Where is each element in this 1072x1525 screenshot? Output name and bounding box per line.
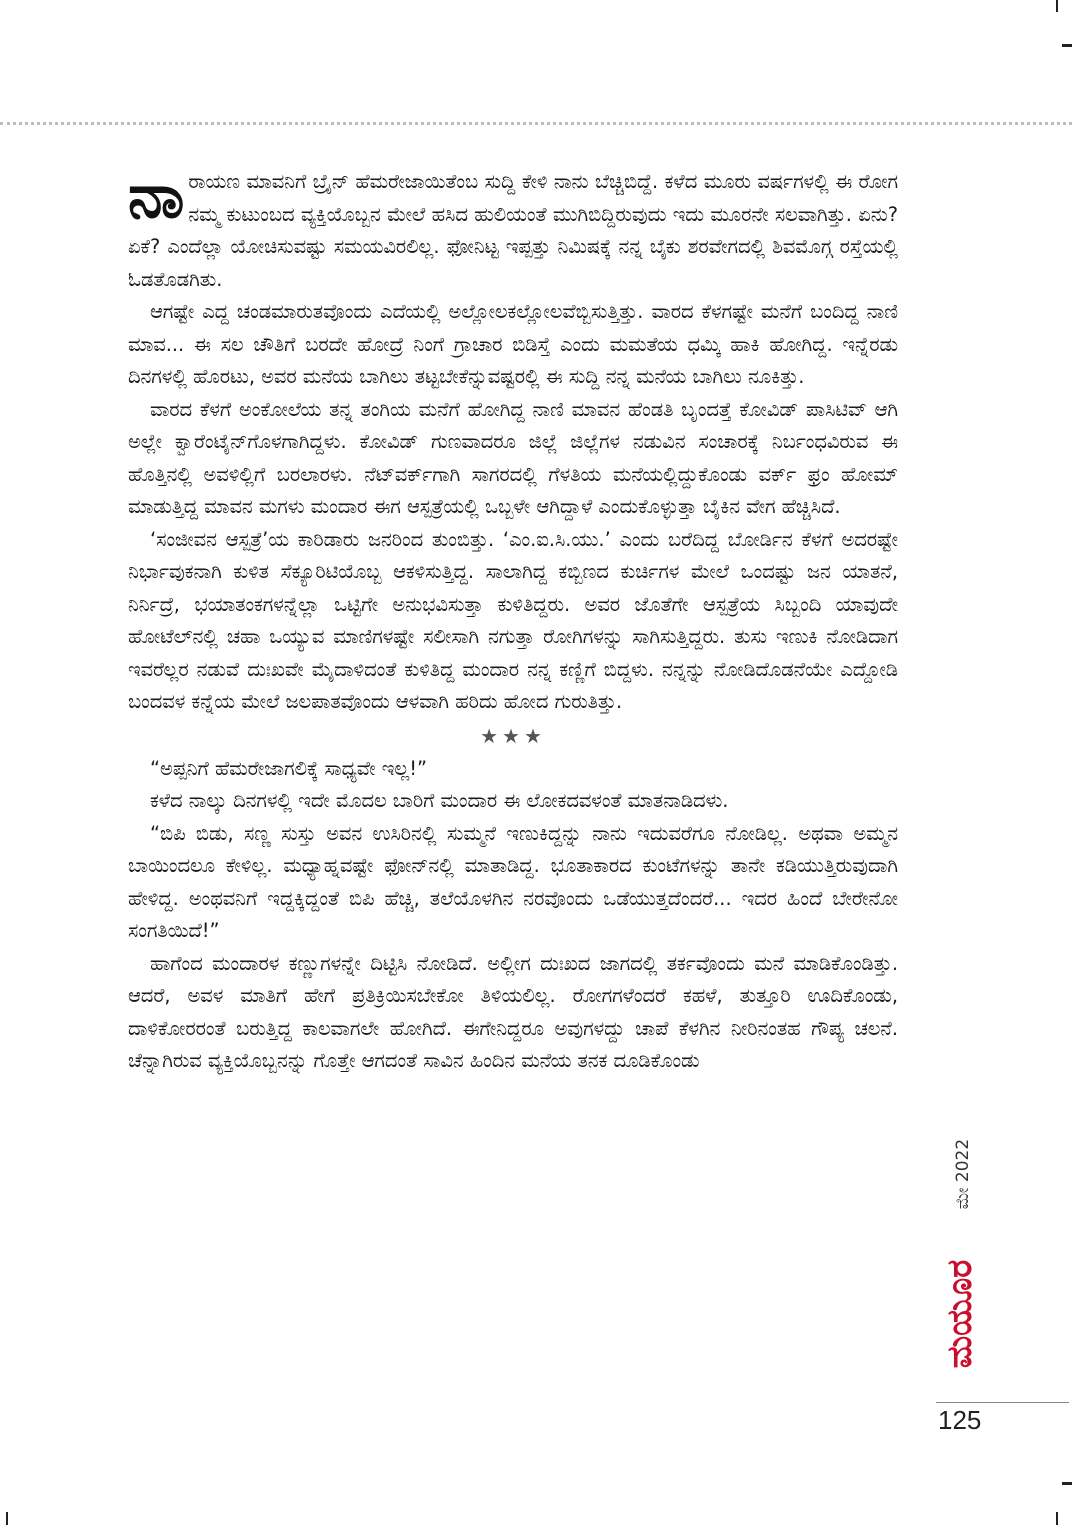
crop-mark-bottom-right xyxy=(1056,1512,1058,1525)
magazine-logo-text: ಮಯೂರ xyxy=(940,1259,980,1369)
article-body xyxy=(128,159,898,1078)
crop-mark-right-top xyxy=(1062,44,1072,47)
magazine-logo xyxy=(940,1236,980,1396)
paragraph: ಆಗಷ್ಟೇ ಎದ್ದ ಚಂಡಮಾರುತವೊಂದು ಎದೆಯಲ್ಲಿ ಅಲ್ಲೋಲಕಲ್ಲೋಲವೆಬ್ಬಿಸುತ್ತಿತ್ತು. ವಾರದ ಕೆಳಗಷ್ಟೇ ಮನೆಗೆ ಬಂದಿದ್ದ ನಾಣಿ ಮಾವ... ಈ ಸಲ ಚೌತಿಗೆ ಬರದೇ ಹೋದ್ರೆ ನಿಂಗೆ ಗ್ರಾಚಾರ ಬಿಡಿಸ್ತೆ ಎಂದು ಮಮತೆಯ ಧಮ್ಕಿ ಹಾಕಿ ಹೋಗಿದ್ದ. ಇನ್ನೆರಡು ದಿನಗಳಲ್ಲಿ ಹೊರಟು, ಅವರ ಮನೆಯ ಬಾಗಿಲು ತಟ್ಟಬೇಕೆನ್ನುವಷ್ಟರಲ್ಲಿ ಈ ಸುದ್ದಿ ನನ್ನ ಮನೆಯ ಬಾಗಿಲು ನೂಕಿತ್ತು. xyxy=(128,300,898,388)
paragraph: “ಅಪ್ಪನಿಗೆ ಹೆಮರೇಜಾಗಲಿಕ್ಕೆ ಸಾಧ್ಯವೇ ಇಲ್ಲ!” xyxy=(150,756,428,780)
issue-date-text: ಮೇ 2022 xyxy=(953,1138,973,1210)
header-dotted-rule xyxy=(0,122,1072,125)
page-number: 125 xyxy=(938,1405,982,1435)
paragraph xyxy=(128,159,898,296)
section-separator: ★★★ xyxy=(480,723,546,748)
paragraph: ವಾರದ ಕೆಳಗೆ ಅಂಕೋಲೆಯ ತನ್ನ ತಂಗಿಯ ಮನೆಗೆ ಹೋಗಿದ್ದ ನಾಣಿ ಮಾವನ ಹೆಂಡತಿ ಬೃಂದತ್ತೆ ಕೋವಿಡ್ ಪಾಸಿಟಿವ್ ಆಗಿ ಅಲ್ಲೇ ಕ್ವಾರೆಂಟೈನ್‌ಗೊಳಗಾಗಿದ್ದಳು. ಕೋವಿಡ್ ಗುಣವಾದರೂ ಜಿಲ್ಲೆ ಜಿಲ್ಲೆಗಳ ನಡುವಿನ ಸಂಚಾರಕ್ಕೆ ನಿರ್ಬಂಧವಿರುವ ಈ ಹೊತ್ತಿನಲ್ಲಿ ಅವಳಿಲ್ಲಿಗೆ ಬರಲಾರಳು. ನೆಟ್‌ವರ್ಕ್‌ಗಾಗಿ ಸಾಗರದಲ್ಲಿ ಗೆಳತಿಯ ಮನೆಯಲ್ಲಿದ್ದುಕೊಂಡು ವರ್ಕ್ ಫ್ರಂ ಹೋಮ್ ಮಾಡುತ್ತಿದ್ದ ಮಾವನ ಮಗಳು ಮಂದಾರ ಈಗ ಆಸ್ಪತ್ರೆಯಲ್ಲಿ ಒಬ್ಬಳೇ ಆಗಿದ್ದಾಳೆ ಎಂದುಕೊಳ್ಳುತ್ತಾ ಬೈಕಿನ ವೇಗ ಹೆಚ್ಚಿಸಿದೆ. xyxy=(128,397,898,518)
paragraph: ಕಳೆದ ನಾಲ್ಕು ದಿನಗಳಲ್ಲಿ ಇದೇ ಮೊದಲ ಬಾರಿಗೆ ಮಂದಾರ ಈ ಲೋಕದವಳಂತೆ ಮಾತನಾಡಿದಳು. xyxy=(150,789,729,812)
crop-mark-top xyxy=(1056,0,1058,12)
paragraph-text: ರಾಯಣ ಮಾವನಿಗೆ ಬ್ರೈನ್ ಹೆಮರೇಜಾಯಿತೆಂಬ ಸುದ್ದಿ ಕೇಳಿ ನಾನು ಬೆಚ್ಚಿಬಿದ್ದೆ. ಕಳೆದ ಮೂರು ವರ್ಷಗಳಲ್ಲಿ ಈ ರೋಗ ನಮ್ಮ ಕುಟುಂಬದ ವ್ಯಕ್ತಿಯೊಬ್ಬನ ಮೇಲೆ ಹಸಿದ ಹುಲಿಯಂತೆ ಮುಗಿಬಿದ್ದಿರುವುದು ಇದು ಮೂರನೇ ಸಲವಾಗಿತ್ತು. ಏನು? ಏಕೆ? ಎಂದೆಲ್ಲಾ ಯೋಚಿಸುವಷ್ಟು ಸಮಯವಿರಲಿಲ್ಲ. ಫೋನಿಟ್ಟ ಇಪ್ಪತ್ತು ನಿಮಿಷಕ್ಕೆ ನನ್ನ ಬೈಕು ಶರವೇಗದಲ್ಲಿ ಶಿವಮೊಗ್ಗ ರಸ್ತೆಯಲ್ಲಿ ಓಡತೊಡಗಿತು. xyxy=(128,170,898,291)
crop-mark-bottom-left xyxy=(6,1512,8,1525)
drop-cap: ನಾ xyxy=(128,159,185,232)
paragraph: ಹಾಗೆಂದ ಮಂದಾರಳ ಕಣ್ಣುಗಳನ್ನೇ ದಿಟ್ಟಿಸಿ ನೋಡಿದೆ. ಅಲ್ಲೀಗ ದುಃಖದ ಜಾಗದಲ್ಲಿ ತರ್ಕವೊಂದು ಮನೆ ಮಾಡಿಕೊಂಡಿತ್ತು. ಆದರೆ, ಅವಳ ಮಾತಿಗೆ ಹೇಗೆ ಪ್ರತಿಕ್ರಿಯಿಸಬೇಕೋ ತಿಳಿಯಲಿಲ್ಲ. ರೋಗಗಳೆಂದರೆ ಕಹಳೆ, ತುತ್ತೂರಿ ಊದಿಕೊಂಡು, ದಾಳಿಕೋರರಂತೆ ಬರುತ್ತಿದ್ದ ಕಾಲವಾಗಲೇ ಹೋಗಿದೆ. ಈಗೇನಿದ್ದರೂ ಅವುಗಳದ್ದು ಚಾಪೆ ಕೆಳಗಿನ ನೀರಿನಂತಹ ಗೌಪ್ಯ ಚಲನೆ. ಚೆನ್ನಾಗಿರುವ ವ್ಯಕ್ತಿಯೊಬ್ಬನನ್ನು ಗೊತ್ತೇ ಆಗದಂತೆ ಸಾವಿನ ಹಿಂದಿನ ಮನೆಯ ತನಕ ದೂಡಿಕೊಂಡು xyxy=(128,951,898,1072)
issue-date xyxy=(952,1132,974,1222)
paragraph: “ಬಿಪಿ ಬಿಡು, ಸಣ್ಣ ಸುಸ್ತು ಅವನ ಉಸಿರಿನಲ್ಲಿ ಸುಮ್ಮನೆ ಇಣುಕಿದ್ದನ್ನು ನಾನು ಇದುವರೆಗೂ ನೋಡಿಲ್ಲ. ಅಥವಾ ಅಮ್ಮನ ಬಾಯಿಂದಲೂ ಕೇಳಿಲ್ಲ. ಮಧ್ಯಾಹ್ನವಷ್ಟೇ ಫೋನ್‌ನಲ್ಲಿ ಮಾತಾಡಿದ್ದ. ಭೂತಾಕಾರದ ಕುಂಟೆಗಳನ್ನು ತಾನೇ ಕಡಿಯುತ್ತಿರುವುದಾಗಿ ಹೇಳಿದ್ದ. ಅಂಥವನಿಗೆ ಇದ್ದಕ್ಕಿದ್ದಂತೆ ಬಿಪಿ ಹೆಚ್ಚಿ, ತಲೆಯೊಳಗಿನ ನರವೊಂದು ಒಡೆಯುತ್ತದೆಂದರೆ... ಇದರ ಹಿಂದೆ ಬೇರೇನೋ ಸಂಗತಿಯಿದೆ!” xyxy=(128,821,898,942)
paragraph: ‘ಸಂಜೀವನ ಆಸ್ಪತ್ರೆ’ಯ ಕಾರಿಡಾರು ಜನರಿಂದ ತುಂಬಿತ್ತು. ‘ಎಂ.ಐ.ಸಿ.ಯು.’ ಎಂದು ಬರೆದಿದ್ದ ಬೋರ್ಡಿನ ಕೆಳಗೆ ಅದರಷ್ಟೇ ನಿರ್ಭಾವುಕನಾಗಿ ಕುಳಿತ ಸೆಕ್ಯೂರಿಟಿಯೊಬ್ಬ ಆಕಳಿಸುತ್ತಿದ್ದ. ಸಾಲಾಗಿದ್ದ ಕಬ್ಬಿಣದ ಕುರ್ಚಿಗಳ ಮೇಲೆ ಒಂದಷ್ಟು ಜನ ಯಾತನೆ, ನಿರ್ನಿದ್ರೆ, ಭಯಾತಂಕಗಳನ್ನೆಲ್ಲಾ ಒಟ್ಟಿಗೇ ಅನುಭವಿಸುತ್ತಾ ಕುಳಿತಿದ್ದರು. ಅವರ ಜೊತೆಗೇ ಆಸ್ಪತ್ರೆಯ ಸಿಬ್ಬಂದಿ ಯಾವುದೇ ಹೋಟೆಲ್‌ನಲ್ಲಿ ಚಹಾ ಒಯ್ಯುವ ಮಾಣಿಗಳಷ್ಟೇ ಸಲೀಸಾಗಿ ನಗುತ್ತಾ ರೋಗಿಗಳನ್ನು ಸಾಗಿಸುತ್ತಿದ್ದರು. ತುಸು ಇಣುಕಿ ನೋಡಿದಾಗ ಇವರೆಲ್ಲರ ನಡುವೆ ದುಃಖವೇ ಮೈದಾಳಿದಂತೆ ಕುಳಿತಿದ್ದ ಮಂದಾರ ನನ್ನ ಕಣ್ಣಿಗೆ ಬಿದ್ದಳು. ನನ್ನನ್ನು ನೋಡಿದೊಡನೆಯೇ ಎದ್ದೋಡಿ ಬಂದವಳ ಕನ್ನೆಯ ಮೇಲೆ ಜಲಪಾತವೊಂದು ಆಳವಾಗಿ ಹರಿದು ಹೋದ ಗುರುತಿತ್ತು. xyxy=(128,527,898,713)
crop-mark-right-bottom xyxy=(1062,1482,1072,1485)
page-number-rule xyxy=(936,1402,1069,1403)
